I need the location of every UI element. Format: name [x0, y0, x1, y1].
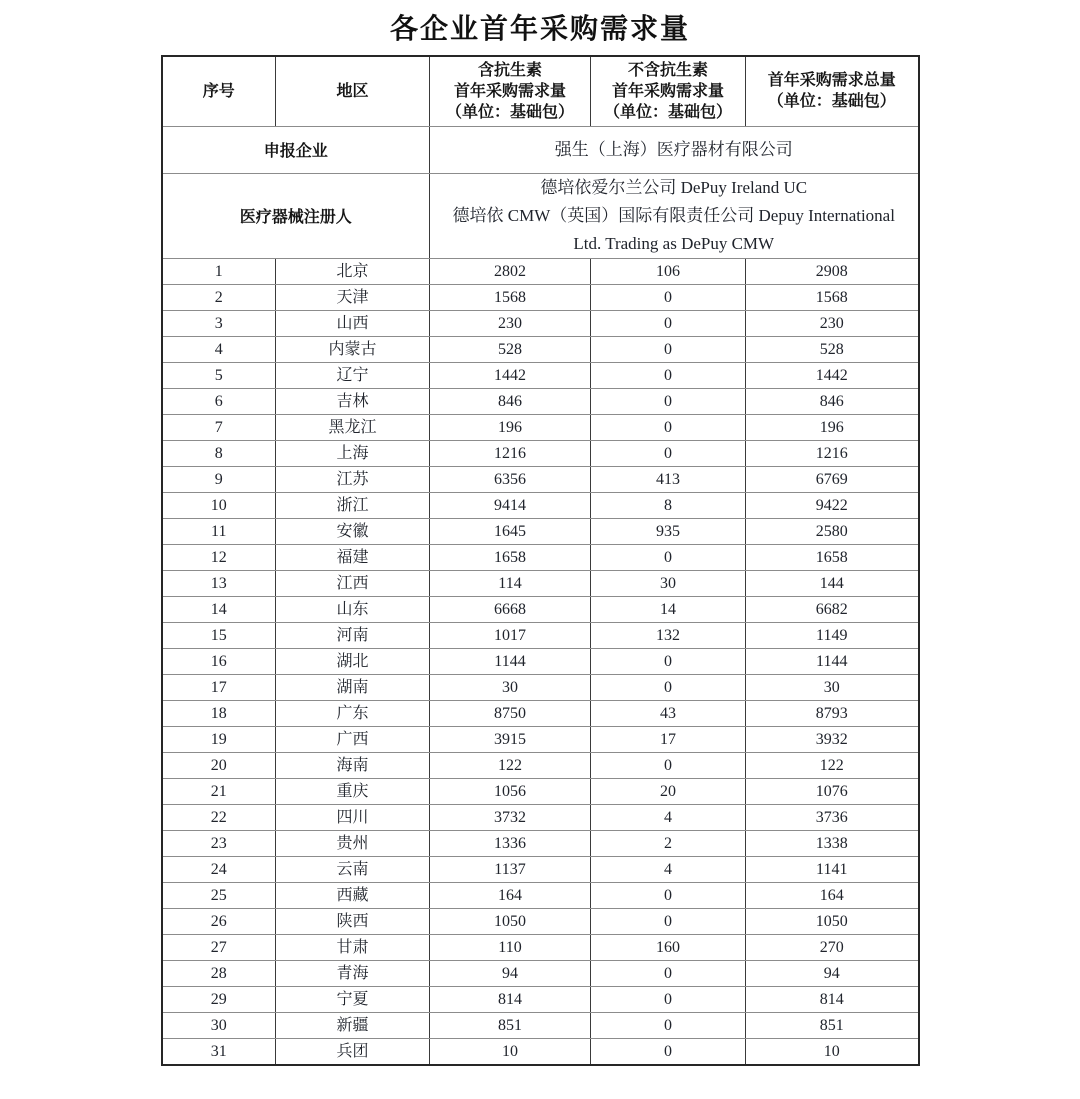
cell-without-antibiotic: 2 [591, 830, 746, 856]
cell-total: 846 [746, 388, 919, 414]
cell-no: 10 [162, 492, 276, 518]
cell-without-antibiotic: 0 [591, 908, 746, 934]
cell-with-antibiotic: 10 [430, 1038, 591, 1065]
cell-region: 海南 [276, 752, 430, 778]
cell-no: 28 [162, 960, 276, 986]
table-row [162, 596, 919, 622]
table-body [162, 126, 919, 1065]
table-row [162, 752, 919, 778]
cell-no: 20 [162, 752, 276, 778]
cell-with-antibiotic: 1442 [430, 362, 591, 388]
cell-without-antibiotic: 17 [591, 726, 746, 752]
cell-without-antibiotic: 0 [591, 674, 746, 700]
procurement-demand-table [161, 55, 920, 1066]
table-row [162, 830, 919, 856]
table-row [162, 726, 919, 752]
table-row [162, 492, 919, 518]
header-row [162, 56, 919, 126]
cell-total: 122 [746, 752, 919, 778]
cell-no: 5 [162, 362, 276, 388]
cell-with-antibiotic: 3915 [430, 726, 591, 752]
cell-without-antibiotic: 132 [591, 622, 746, 648]
col-header-with-antibiotic: 含抗生素 首年采购需求量 （单位：基础包） [430, 56, 591, 126]
cell-region: 安徽 [276, 518, 430, 544]
cell-no: 14 [162, 596, 276, 622]
cell-without-antibiotic: 0 [591, 648, 746, 674]
declaring-enterprise-label: 申报企业 [162, 126, 430, 173]
cell-no: 17 [162, 674, 276, 700]
cell-region: 山西 [276, 310, 430, 336]
cell-region: 湖南 [276, 674, 430, 700]
cell-with-antibiotic: 1658 [430, 544, 591, 570]
cell-no: 18 [162, 700, 276, 726]
cell-region: 山东 [276, 596, 430, 622]
cell-with-antibiotic: 814 [430, 986, 591, 1012]
cell-without-antibiotic: 0 [591, 362, 746, 388]
cell-without-antibiotic: 0 [591, 882, 746, 908]
cell-region: 上海 [276, 440, 430, 466]
cell-total: 10 [746, 1038, 919, 1065]
cell-region: 重庆 [276, 778, 430, 804]
cell-no: 7 [162, 414, 276, 440]
cell-total: 851 [746, 1012, 919, 1038]
cell-without-antibiotic: 0 [591, 310, 746, 336]
cell-region: 福建 [276, 544, 430, 570]
table-row [162, 986, 919, 1012]
cell-without-antibiotic: 20 [591, 778, 746, 804]
cell-region: 陕西 [276, 908, 430, 934]
cell-without-antibiotic: 14 [591, 596, 746, 622]
cell-total: 1141 [746, 856, 919, 882]
cell-region: 甘肃 [276, 934, 430, 960]
cell-total: 2908 [746, 258, 919, 284]
cell-total: 814 [746, 986, 919, 1012]
cell-total: 528 [746, 336, 919, 362]
table-row [162, 856, 919, 882]
cell-total: 1144 [746, 648, 919, 674]
cell-region: 黑龙江 [276, 414, 430, 440]
cell-region: 辽宁 [276, 362, 430, 388]
cell-region: 北京 [276, 258, 430, 284]
table-row [162, 518, 919, 544]
cell-with-antibiotic: 528 [430, 336, 591, 362]
cell-without-antibiotic: 0 [591, 986, 746, 1012]
cell-total: 1149 [746, 622, 919, 648]
cell-region: 兵团 [276, 1038, 430, 1065]
cell-no: 11 [162, 518, 276, 544]
cell-with-antibiotic: 1336 [430, 830, 591, 856]
cell-no: 22 [162, 804, 276, 830]
cell-without-antibiotic: 0 [591, 1012, 746, 1038]
cell-with-antibiotic: 1568 [430, 284, 591, 310]
cell-total: 196 [746, 414, 919, 440]
cell-with-antibiotic: 1050 [430, 908, 591, 934]
table-row [162, 258, 919, 284]
cell-without-antibiotic: 0 [591, 388, 746, 414]
cell-no: 12 [162, 544, 276, 570]
cell-region: 云南 [276, 856, 430, 882]
cell-without-antibiotic: 4 [591, 856, 746, 882]
cell-without-antibiotic: 0 [591, 544, 746, 570]
table-row [162, 284, 919, 310]
cell-with-antibiotic: 196 [430, 414, 591, 440]
cell-with-antibiotic: 1137 [430, 856, 591, 882]
declaring-enterprise-value: 强生（上海）医疗器材有限公司 [430, 126, 919, 173]
cell-total: 1338 [746, 830, 919, 856]
cell-total: 270 [746, 934, 919, 960]
cell-no: 4 [162, 336, 276, 362]
cell-region: 西藏 [276, 882, 430, 908]
cell-region: 湖北 [276, 648, 430, 674]
table-row [162, 1012, 919, 1038]
cell-no: 6 [162, 388, 276, 414]
cell-without-antibiotic: 0 [591, 1038, 746, 1065]
cell-total: 1076 [746, 778, 919, 804]
table-row [162, 674, 919, 700]
table-row [162, 388, 919, 414]
registrant-label: 医疗器械注册人 [162, 173, 430, 258]
cell-with-antibiotic: 9414 [430, 492, 591, 518]
cell-without-antibiotic: 0 [591, 414, 746, 440]
table-row [162, 908, 919, 934]
cell-total: 3736 [746, 804, 919, 830]
table-header [162, 56, 919, 126]
cell-total: 1050 [746, 908, 919, 934]
table-row [162, 414, 919, 440]
cell-no: 24 [162, 856, 276, 882]
cell-no: 16 [162, 648, 276, 674]
cell-total: 9422 [746, 492, 919, 518]
cell-with-antibiotic: 1056 [430, 778, 591, 804]
cell-total: 94 [746, 960, 919, 986]
cell-region: 河南 [276, 622, 430, 648]
cell-total: 8793 [746, 700, 919, 726]
cell-total: 3932 [746, 726, 919, 752]
cell-total: 6682 [746, 596, 919, 622]
col-header-without-antibiotic: 不含抗生素 首年采购需求量 （单位：基础包） [591, 56, 746, 126]
cell-without-antibiotic: 0 [591, 336, 746, 362]
cell-region: 青海 [276, 960, 430, 986]
page-title: 各企业首年采购需求量 [389, 13, 690, 44]
cell-region: 江苏 [276, 466, 430, 492]
cell-no: 25 [162, 882, 276, 908]
table-row [162, 466, 919, 492]
cell-total: 164 [746, 882, 919, 908]
cell-with-antibiotic: 1216 [430, 440, 591, 466]
cell-with-antibiotic: 1645 [430, 518, 591, 544]
table-row [162, 310, 919, 336]
cell-with-antibiotic: 114 [430, 570, 591, 596]
cell-with-antibiotic: 8750 [430, 700, 591, 726]
cell-with-antibiotic: 230 [430, 310, 591, 336]
cell-without-antibiotic: 30 [591, 570, 746, 596]
cell-no: 13 [162, 570, 276, 596]
table-row [162, 336, 919, 362]
cell-total: 6769 [746, 466, 919, 492]
cell-region: 广西 [276, 726, 430, 752]
cell-with-antibiotic: 94 [430, 960, 591, 986]
cell-total: 230 [746, 310, 919, 336]
cell-without-antibiotic: 413 [591, 466, 746, 492]
cell-with-antibiotic: 110 [430, 934, 591, 960]
cell-region: 广东 [276, 700, 430, 726]
cell-with-antibiotic: 3732 [430, 804, 591, 830]
cell-total: 30 [746, 674, 919, 700]
col-header-no: 序号 [162, 56, 276, 126]
table-row [162, 778, 919, 804]
cell-total: 1568 [746, 284, 919, 310]
cell-with-antibiotic: 2802 [430, 258, 591, 284]
table-row [162, 882, 919, 908]
declaring-enterprise-row [162, 126, 919, 173]
cell-with-antibiotic: 6668 [430, 596, 591, 622]
cell-no: 29 [162, 986, 276, 1012]
cell-total: 2580 [746, 518, 919, 544]
cell-region: 浙江 [276, 492, 430, 518]
cell-no: 30 [162, 1012, 276, 1038]
cell-without-antibiotic: 935 [591, 518, 746, 544]
table-row [162, 648, 919, 674]
cell-with-antibiotic: 851 [430, 1012, 591, 1038]
cell-region: 贵州 [276, 830, 430, 856]
cell-region: 宁夏 [276, 986, 430, 1012]
table-row [162, 544, 919, 570]
cell-no: 31 [162, 1038, 276, 1065]
cell-total: 1658 [746, 544, 919, 570]
cell-no: 19 [162, 726, 276, 752]
col-header-region: 地区 [276, 56, 430, 126]
cell-with-antibiotic: 1144 [430, 648, 591, 674]
cell-region: 江西 [276, 570, 430, 596]
col-header-total: 首年采购需求总量 （单位：基础包） [746, 56, 919, 126]
cell-no: 9 [162, 466, 276, 492]
table-row [162, 570, 919, 596]
cell-no: 27 [162, 934, 276, 960]
cell-without-antibiotic: 43 [591, 700, 746, 726]
cell-total: 1216 [746, 440, 919, 466]
cell-without-antibiotic: 160 [591, 934, 746, 960]
cell-with-antibiotic: 122 [430, 752, 591, 778]
cell-with-antibiotic: 846 [430, 388, 591, 414]
cell-without-antibiotic: 0 [591, 440, 746, 466]
table-row [162, 440, 919, 466]
cell-region: 吉林 [276, 388, 430, 414]
table-row [162, 804, 919, 830]
cell-without-antibiotic: 106 [591, 258, 746, 284]
cell-region: 天津 [276, 284, 430, 310]
table-row [162, 700, 919, 726]
cell-no: 8 [162, 440, 276, 466]
document-page [0, 13, 1080, 1066]
table-row [162, 362, 919, 388]
cell-without-antibiotic: 0 [591, 284, 746, 310]
cell-with-antibiotic: 1017 [430, 622, 591, 648]
registrant-row [162, 173, 919, 258]
cell-region: 新疆 [276, 1012, 430, 1038]
cell-no: 23 [162, 830, 276, 856]
cell-no: 1 [162, 258, 276, 284]
cell-no: 15 [162, 622, 276, 648]
table-row [162, 622, 919, 648]
registrant-value: 德培依爱尔兰公司 DePuy Ireland UC 德培依 CMW（英国）国际有限责任公司 Depuy International Ltd. Trading as DePuy CMW [430, 173, 919, 258]
cell-with-antibiotic: 30 [430, 674, 591, 700]
cell-with-antibiotic: 6356 [430, 466, 591, 492]
cell-no: 21 [162, 778, 276, 804]
cell-region: 内蒙古 [276, 336, 430, 362]
table-row [162, 960, 919, 986]
cell-without-antibiotic: 4 [591, 804, 746, 830]
cell-with-antibiotic: 164 [430, 882, 591, 908]
cell-without-antibiotic: 0 [591, 752, 746, 778]
table-row [162, 934, 919, 960]
table-row [162, 1038, 919, 1065]
cell-total: 1442 [746, 362, 919, 388]
cell-without-antibiotic: 8 [591, 492, 746, 518]
cell-no: 26 [162, 908, 276, 934]
cell-total: 144 [746, 570, 919, 596]
cell-no: 2 [162, 284, 276, 310]
cell-no: 3 [162, 310, 276, 336]
cell-region: 四川 [276, 804, 430, 830]
cell-without-antibiotic: 0 [591, 960, 746, 986]
